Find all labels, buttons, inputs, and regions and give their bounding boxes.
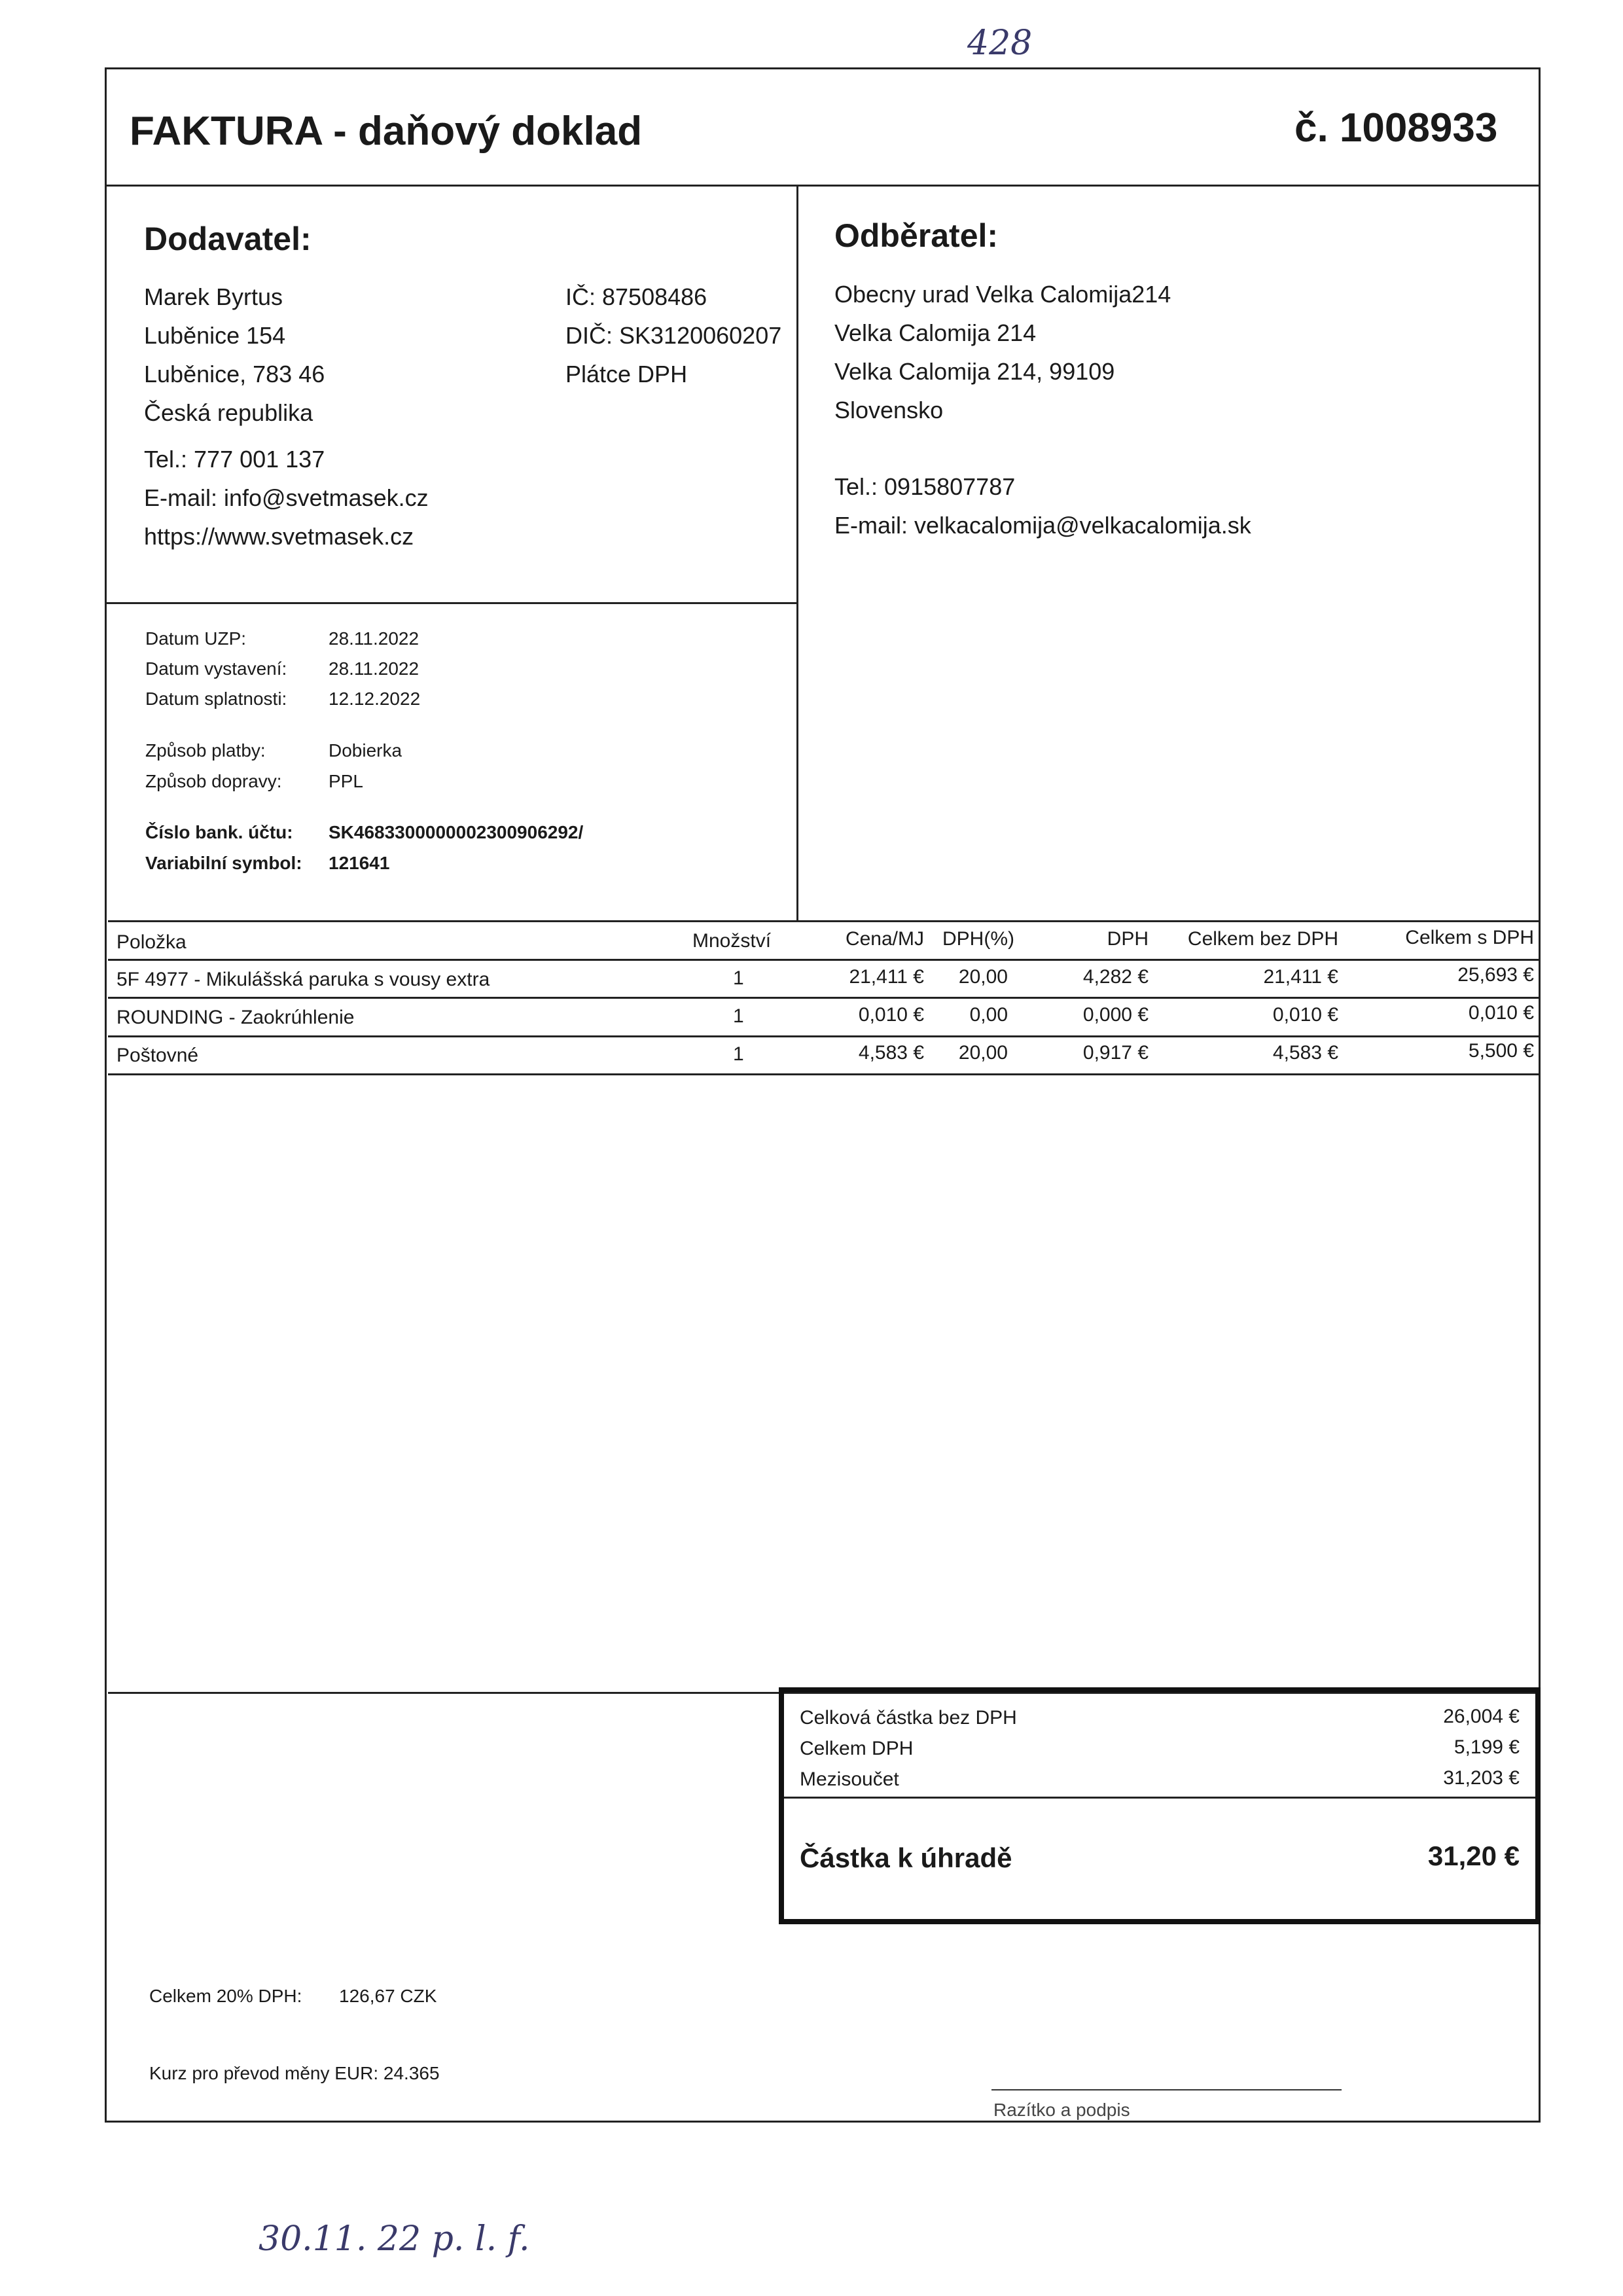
row-total-excl: 0,010 € [1272, 1004, 1338, 1026]
supplier-ic: IČ: 87508486 [565, 283, 707, 310]
payment-value: Dobierka [329, 740, 402, 761]
col-qty-header: Množství [692, 930, 772, 952]
supplier-divider [105, 602, 798, 604]
vs-label: Variabilní symbol: [145, 853, 302, 873]
supplier-name: Marek Byrtus [144, 283, 283, 310]
handwritten-number: 428 [967, 24, 1033, 63]
vat20-label: Celkem 20% DPH: [149, 1986, 302, 2006]
summary-subtotal-value: 31,203 € [1443, 1767, 1520, 1789]
customer-email: E-mail: velkacalomija@velkacalomija.sk [834, 512, 1251, 539]
amount-due-value: 31,20 € [1427, 1840, 1520, 1871]
shipping-value: PPL [329, 771, 363, 791]
customer-phone: Tel.: 0915807787 [834, 473, 1016, 500]
table-bottom-line [108, 1073, 1541, 1075]
handwritten-note: 30.11. 22 p. l. f. [259, 2219, 530, 2259]
uzp-label: Datum UZP: [145, 628, 247, 649]
summary-vat-value: 5,199 € [1454, 1736, 1520, 1758]
account-value: SK4683300000002300906292/ [329, 822, 584, 842]
row-total-excl: 4,583 € [1272, 1042, 1338, 1064]
customer-city: Velka Calomija 214, 99109 [834, 358, 1115, 385]
col-total-excl-header: Celkem bez DPH [1187, 928, 1338, 950]
row-qty: 1 [733, 1005, 744, 1027]
row-vat: 0,917 € [1082, 1042, 1149, 1064]
summary-excl-value: 26,004 € [1443, 1706, 1520, 1727]
customer-heading: Odběratel: [834, 217, 999, 254]
table-row-line [108, 997, 1541, 999]
party-divider [796, 185, 798, 922]
table-row-line [108, 1035, 1541, 1037]
amount-due-label: Částka k úhradě [800, 1842, 1012, 1873]
table-header-line [108, 959, 1541, 961]
row-total-incl: 5,500 € [1468, 1040, 1534, 1062]
supplier-city: Luběnice, 783 46 [144, 361, 325, 387]
summary-vat-label: Celkem DPH [800, 1738, 914, 1759]
supplier-web: https://www.svetmasek.cz [144, 523, 414, 550]
col-vat-pct-header: DPH(%) [942, 928, 1014, 950]
col-item-header: Položka [116, 931, 187, 953]
supplier-dic: DIČ: SK3120060207 [565, 322, 782, 349]
row-vat: 4,282 € [1082, 966, 1149, 988]
due-date-label: Datum splatnosti: [145, 689, 287, 709]
row-total-incl: 0,010 € [1468, 1002, 1534, 1024]
col-vat-header: DPH [1107, 928, 1149, 950]
customer-country: Slovensko [834, 397, 944, 423]
row-vat-pct: 20,00 [958, 1042, 1008, 1064]
summary-subtotal-label: Mezisoučet [800, 1768, 899, 1790]
stamp-label: Razítko a podpis [993, 2100, 1130, 2120]
invoice-title: FAKTURA - daňový doklad [130, 109, 643, 154]
issued-label: Datum vystavení: [145, 658, 287, 679]
uzp-value: 28.11.2022 [329, 628, 419, 649]
row-item: 5F 4977 - Mikulášská paruka s vousy extra [116, 969, 490, 990]
row-vat-pct: 0,00 [969, 1004, 1008, 1026]
vs-value: 121641 [329, 853, 390, 873]
table-top-line [108, 920, 1541, 922]
row-vat-pct: 20,00 [958, 966, 1008, 988]
row-unit-price: 21,411 € [849, 966, 924, 988]
vat20-value: 126,67 CZK [339, 1986, 437, 2006]
header-divider [105, 185, 1541, 187]
issued-value: 28.11.2022 [329, 658, 419, 679]
supplier-heading: Dodavatel: [144, 221, 312, 257]
row-qty: 1 [733, 967, 744, 989]
row-vat: 0,000 € [1082, 1004, 1149, 1026]
customer-name: Obecny urad Velka Calomija214 [834, 281, 1171, 308]
row-item: Poštovné [116, 1045, 199, 1066]
summary-excl-label: Celková částka bez DPH [800, 1707, 1017, 1729]
summary-inner-divider [784, 1797, 1535, 1799]
signature-line [991, 2089, 1342, 2090]
supplier-email: E-mail: info@svetmasek.cz [144, 484, 429, 511]
shipping-label: Způsob dopravy: [145, 771, 282, 791]
supplier-street: Luběnice 154 [144, 322, 286, 349]
invoice-number: č. 1008933 [1294, 105, 1498, 151]
account-label: Číslo bank. účtu: [145, 822, 293, 842]
row-total-excl: 21,411 € [1263, 966, 1338, 988]
payment-label: Způsob platby: [145, 740, 266, 761]
row-qty: 1 [733, 1043, 744, 1065]
customer-street: Velka Calomija 214 [834, 319, 1037, 346]
supplier-phone: Tel.: 777 001 137 [144, 446, 325, 473]
exchange-rate: Kurz pro převod měny EUR: 24.365 [149, 2063, 440, 2083]
row-unit-price: 4,583 € [858, 1042, 924, 1064]
col-unit-price-header: Cena/MJ [845, 928, 924, 950]
supplier-vat-status: Plátce DPH [565, 361, 688, 387]
row-total-incl: 25,693 € [1457, 964, 1534, 986]
row-unit-price: 0,010 € [858, 1004, 924, 1026]
due-date-value: 12.12.2022 [329, 689, 421, 709]
row-item: ROUNDING - Zaokrúhlenie [116, 1007, 355, 1028]
col-total-incl-header: Celkem s DPH [1405, 927, 1534, 948]
supplier-country: Česká republika [144, 399, 313, 426]
